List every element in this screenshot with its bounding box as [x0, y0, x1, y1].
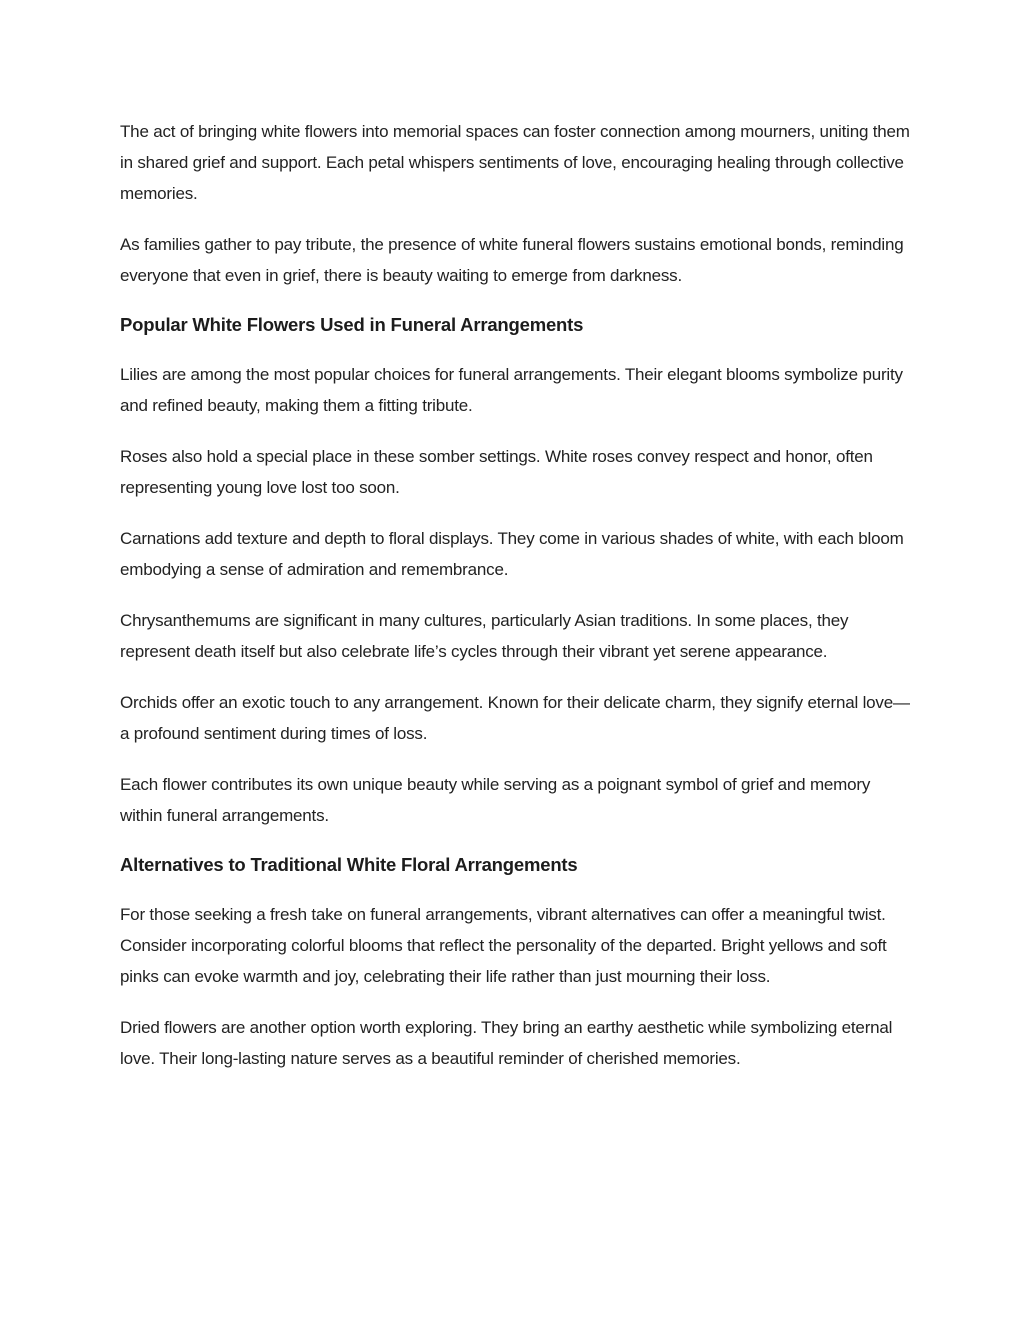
paragraph-orchids: Orchids offer an exotic touch to any arrangement. Known for their delicate charm, they signify eternal love—a profound sentiment during times of loss.: [120, 693, 910, 743]
paragraph-dried-flowers: Dried flowers are another option worth exploring. They bring an earthy aesthetic while symbolizing eternal love. Their long-lasting nature serves as a beautiful reminder of cherished memories.: [120, 1018, 893, 1068]
section-heading-alternatives: Alternatives to Traditional White Floral Arrangements: [120, 854, 578, 875]
intro-paragraph-1: The act of bringing white flowers into memorial spaces can foster connection among mourners, uniting them in shared grief and support. Each petal whispers sentiments of love, encouraging healing through collective memories.: [120, 122, 910, 203]
intro-paragraph-2: As families gather to pay tribute, the presence of white funeral flowers sustains emotional bonds, reminding everyone that even in grief, there is beauty waiting to emerge from darkness.: [120, 235, 904, 285]
paragraph-vibrant-alternatives: For those seeking a fresh take on funeral arrangements, vibrant alternatives can offer a meaningful twist. Consider incorporating colorful blooms that reflect the personality of the departed. Bright yellows and soft pinks can evoke warmth and joy, celebrating their life rather than just mourning their loss.: [120, 905, 887, 986]
paragraph-chrysanthemums: Chrysanthemums are significant in many cultures, particularly Asian traditions. In some places, they represent death itself but also celebrate life’s cycles through their vibrant yet serene appearance.: [120, 611, 849, 661]
paragraph-roses: Roses also hold a special place in these somber settings. White roses convey respect and honor, often representing young love lost too soon.: [120, 447, 873, 497]
section-heading-popular-white-flowers: Popular White Flowers Used in Funeral Arrangements: [120, 314, 584, 335]
paragraph-carnations: Carnations add texture and depth to floral displays. They come in various shades of white, with each bloom embodying a sense of admiration and remembrance.: [120, 529, 904, 579]
paragraph-each-flower: Each flower contributes its own unique beauty while serving as a poignant symbol of grief and memory within funeral arrangements.: [120, 775, 871, 825]
paragraph-lilies: Lilies are among the most popular choices for funeral arrangements. Their elegant blooms symbolize purity and refined beauty, making them a fitting tribute.: [120, 365, 903, 415]
document-page: [120, 116, 910, 1094]
